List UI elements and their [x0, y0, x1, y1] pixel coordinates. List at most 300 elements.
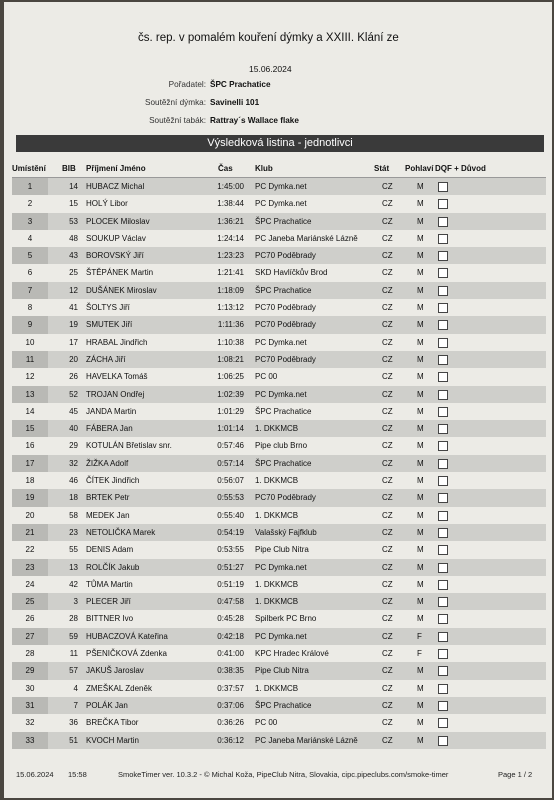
name-cell: JANDA Martin [86, 406, 137, 416]
name-cell: PLECER Jiří [86, 597, 131, 607]
sex-cell: M [417, 476, 424, 486]
sex-cell: M [417, 493, 424, 503]
footer-date: 15.06.2024 [16, 770, 54, 779]
state-cell: CZ [382, 233, 393, 243]
rank-cell: 9 [12, 316, 48, 333]
rank-cell: 14 [25, 406, 35, 416]
table-row [12, 593, 546, 610]
document-title: čs. rep. v pomalém kouření dýmky a XXIII. Klání ze [138, 32, 399, 44]
time-cell: 0:37:57 [217, 683, 244, 693]
club-cell: PC70 Poděbrady [255, 251, 316, 261]
bib-cell: 19 [69, 320, 78, 330]
rank-cell: 23 [12, 559, 48, 576]
rank-cell: 18 [25, 476, 35, 486]
bib-cell: 13 [69, 562, 78, 572]
sex-cell: M [417, 441, 424, 451]
bib-cell: 58 [69, 510, 78, 520]
state-cell: CZ [382, 458, 393, 468]
name-cell: KOTULÁN Břetislav snr. [86, 441, 172, 451]
bib-cell: 45 [69, 406, 78, 416]
time-cell: 1:01:14 [217, 424, 244, 434]
state-cell: CZ [382, 199, 393, 209]
bib-cell: 15 [69, 199, 78, 209]
state-cell: CZ [382, 631, 393, 641]
time-cell: 0:57:46 [217, 441, 244, 451]
table-row [12, 247, 546, 264]
state-cell: CZ [382, 182, 393, 191]
dqf-checkbox[interactable] [438, 493, 448, 503]
dqf-checkbox[interactable] [438, 476, 448, 486]
table-row [12, 610, 546, 627]
sex-cell: M [417, 579, 424, 589]
col-club-header: Klub [255, 164, 273, 173]
time-cell: 1:13:12 [217, 303, 244, 313]
table-row [12, 334, 546, 351]
bib-cell: 18 [69, 493, 78, 503]
time-cell: 0:51:19 [217, 579, 244, 589]
col-dqf-header: DQF + Důvod [435, 164, 486, 173]
time-cell: 1:02:39 [217, 389, 244, 399]
name-cell: ZMEŠKAL Zdeněk [86, 683, 152, 693]
rank-cell: 28 [25, 649, 35, 659]
table-row [12, 403, 546, 420]
table-row [12, 541, 546, 558]
bib-cell: 28 [69, 614, 78, 624]
dqf-checkbox[interactable] [438, 286, 448, 296]
name-cell: MEDEK Jan [86, 510, 130, 520]
state-cell: CZ [382, 666, 393, 676]
club-cell: ŠPC Prachatice [255, 216, 312, 226]
pipe-value: Savinelli 101 [210, 98, 260, 107]
club-cell: 1. DKKMCB [255, 476, 299, 486]
state-cell: CZ [382, 389, 393, 399]
sex-cell: M [417, 354, 424, 364]
dqf-checkbox[interactable] [438, 441, 448, 451]
sex-cell: M [417, 182, 424, 191]
footer-time: 15:58 [68, 770, 87, 779]
bib-cell: 7 [73, 700, 78, 710]
dqf-checkbox[interactable] [438, 217, 448, 227]
dqf-checkbox[interactable] [438, 563, 448, 573]
sex-cell: M [417, 337, 424, 347]
dqf-checkbox[interactable] [438, 649, 448, 659]
name-cell: HRABAL Jindřich [86, 337, 148, 347]
rank-cell: 8 [27, 303, 33, 313]
state-cell: CZ [382, 320, 393, 330]
club-cell: KPC Hradec Králové [255, 649, 329, 659]
rank-cell: 20 [25, 510, 35, 520]
name-cell: HUBACZ Michal [86, 182, 145, 191]
state-cell: CZ [382, 268, 393, 278]
club-cell: PC Dymka.net [255, 631, 307, 641]
time-cell: 1:38:44 [217, 199, 244, 209]
tobacco-label: Soutěžní tabák: [149, 116, 206, 125]
sex-cell: M [417, 389, 424, 399]
sex-cell: M [417, 406, 424, 416]
state-cell: CZ [382, 683, 393, 693]
time-cell: 1:01:29 [217, 406, 244, 416]
bib-cell: 57 [69, 666, 78, 676]
bib-cell: 4 [73, 683, 78, 693]
dqf-checkbox[interactable] [438, 718, 448, 728]
rank-cell: 15 [12, 420, 48, 437]
table-row [12, 489, 546, 506]
results-document [4, 2, 552, 798]
rank-cell: 3 [12, 213, 48, 230]
time-cell: 1:08:21 [217, 354, 244, 364]
sex-cell: F [417, 649, 422, 659]
table-row [12, 524, 546, 541]
name-cell: SMUTEK Jiří [86, 320, 133, 330]
table-row [12, 507, 546, 524]
time-cell: 1:11:36 [217, 320, 244, 330]
name-cell: POLÁK Jan [86, 700, 128, 710]
name-cell: DENIS Adam [86, 545, 134, 555]
state-cell: CZ [382, 700, 393, 710]
table-row [12, 351, 546, 368]
bib-cell: 42 [69, 579, 78, 589]
table-row [12, 195, 546, 212]
rank-cell: 10 [25, 337, 35, 347]
table-row [12, 680, 546, 697]
club-cell: PC Dymka.net [255, 389, 307, 399]
time-cell: 0:42:18 [217, 631, 244, 641]
state-cell: CZ [382, 735, 393, 745]
sex-cell: M [417, 510, 424, 520]
club-cell: PC70 Poděbrady [255, 493, 316, 503]
time-cell: 1:45:00 [217, 182, 244, 191]
time-cell: 0:56:07 [217, 476, 244, 486]
bib-cell: 48 [69, 233, 78, 243]
rank-cell: 33 [12, 732, 48, 749]
state-cell: CZ [382, 562, 393, 572]
table-row [12, 264, 546, 281]
time-cell: 0:57:14 [217, 458, 244, 468]
sex-cell: M [417, 285, 424, 295]
bib-cell: 53 [69, 216, 78, 226]
col-name-header: Příjmení Jméno [86, 164, 146, 173]
results-banner: Výsledková listina - jednotlivci [16, 135, 544, 152]
sex-cell: M [417, 666, 424, 676]
table-row [12, 645, 546, 662]
rank-cell: 16 [25, 441, 35, 451]
bib-cell: 25 [69, 268, 78, 278]
sex-cell: M [417, 216, 424, 226]
dqf-checkbox[interactable] [438, 597, 448, 607]
rank-cell: 31 [12, 697, 48, 714]
state-cell: CZ [382, 251, 393, 261]
dqf-checkbox[interactable] [438, 545, 448, 555]
club-cell: PC 00 [255, 372, 278, 382]
dqf-checkbox[interactable] [438, 407, 448, 417]
bib-cell: 12 [69, 285, 78, 295]
time-cell: 0:47:58 [217, 597, 244, 607]
club-cell: 1. DKKMCB [255, 597, 299, 607]
dqf-checkbox[interactable] [438, 684, 448, 694]
bib-cell: 20 [69, 354, 78, 364]
name-cell: PŠENIČKOVÁ Zdenka [86, 649, 167, 659]
dqf-checkbox[interactable] [438, 528, 448, 538]
bib-cell: 40 [69, 424, 78, 434]
rank-cell: 11 [12, 351, 48, 368]
name-cell: HOLÝ Libor [86, 199, 128, 209]
rank-cell: 29 [12, 662, 48, 679]
club-cell: Pipe Club Nitra [255, 666, 309, 676]
table-row [12, 437, 546, 454]
name-cell: BREČKA Tibor [86, 718, 139, 728]
footer-software: SmokeTimer ver. 10.3.2 - © Michal Koža, PipeClub Nitra, Slovakia, cipc.pipeclubs.com/smoke-timer [118, 770, 449, 779]
dqf-checkbox[interactable] [438, 614, 448, 624]
rank-cell: 1 [12, 178, 48, 195]
bib-cell: 36 [69, 718, 78, 728]
name-cell: SOUKUP Václav [86, 233, 146, 243]
dqf-checkbox[interactable] [438, 736, 448, 746]
dqf-checkbox[interactable] [438, 701, 448, 711]
bib-cell: 17 [69, 337, 78, 347]
name-cell: TŮMA Martin [86, 579, 133, 589]
time-cell: 0:55:53 [217, 493, 244, 503]
club-cell: ŠPC Prachatice [255, 700, 312, 710]
sex-cell: M [417, 372, 424, 382]
name-cell: JAKUŠ Jaroslav [86, 666, 144, 676]
table-row [12, 230, 546, 247]
sex-cell: M [417, 233, 424, 243]
sex-cell: M [417, 597, 424, 607]
club-cell: PC70 Poděbrady [255, 320, 316, 330]
state-cell: CZ [382, 476, 393, 486]
sex-cell: M [417, 545, 424, 555]
dqf-checkbox[interactable] [438, 459, 448, 469]
state-cell: CZ [382, 718, 393, 728]
rank-cell: 7 [12, 282, 48, 299]
state-cell: CZ [382, 527, 393, 537]
dqf-checkbox[interactable] [438, 234, 448, 244]
name-cell: BRTEK Petr [86, 493, 130, 503]
name-cell: ŠOLTYS Jiří [86, 303, 130, 313]
dqf-checkbox[interactable] [438, 355, 448, 365]
time-cell: 0:55:40 [217, 510, 244, 520]
sex-cell: M [417, 458, 424, 468]
table-row [12, 576, 546, 593]
name-cell: FÁBERA Jan [86, 424, 133, 434]
dqf-checkbox[interactable] [438, 303, 448, 313]
table-row [12, 559, 546, 576]
dqf-checkbox[interactable] [438, 632, 448, 642]
time-cell: 1:18:09 [217, 285, 244, 295]
time-cell: 0:38:35 [217, 666, 244, 676]
name-cell: ČÍTEK Jindřich [86, 476, 140, 486]
rank-cell: 26 [25, 614, 35, 624]
club-cell: SKD Havlíčkův Brod [255, 268, 328, 278]
table-row [12, 714, 546, 731]
dqf-checkbox[interactable] [438, 338, 448, 348]
dqf-checkbox[interactable] [438, 372, 448, 382]
state-cell: CZ [382, 216, 393, 226]
time-cell: 1:23:23 [217, 251, 244, 261]
name-cell: PLOCEK Miloslav [86, 216, 150, 226]
sex-cell: M [417, 424, 424, 434]
table-row [12, 420, 546, 437]
club-cell: PC Janeba Mariánské Lázně [255, 233, 358, 243]
pipe-label: Soutěžní dýmka: [145, 98, 206, 107]
club-cell: Valašský Fajfklub [255, 527, 317, 537]
sex-cell: M [417, 251, 424, 261]
dqf-checkbox[interactable] [438, 320, 448, 330]
name-cell: BITTNER Ivo [86, 614, 134, 624]
bib-cell: 14 [69, 182, 78, 191]
time-cell: 0:36:12 [217, 735, 244, 745]
bib-cell: 52 [69, 389, 78, 399]
club-cell: 1. DKKMCB [255, 510, 299, 520]
sex-cell: M [417, 268, 424, 278]
state-cell: CZ [382, 406, 393, 416]
time-cell: 0:45:28 [217, 614, 244, 624]
rank-cell: 25 [12, 593, 48, 610]
time-cell: 1:24:14 [217, 233, 244, 243]
table-row [12, 213, 546, 230]
rank-cell: 22 [25, 545, 35, 555]
state-cell: CZ [382, 354, 393, 364]
name-cell: DUŠÁNEK Miroslav [86, 285, 157, 295]
sex-cell: M [417, 303, 424, 313]
organizer-label: Pořadatel: [168, 80, 206, 89]
bib-cell: 32 [69, 458, 78, 468]
dqf-checkbox[interactable] [438, 182, 448, 192]
club-cell: PC Dymka.net [255, 199, 307, 209]
club-cell: PC70 Poděbrady [255, 354, 316, 364]
sex-cell: F [417, 631, 422, 641]
state-cell: CZ [382, 285, 393, 295]
time-cell: 1:21:41 [217, 268, 244, 278]
state-cell: CZ [382, 493, 393, 503]
bib-cell: 55 [69, 545, 78, 555]
rank-cell: 32 [25, 718, 35, 728]
club-cell: PC Janeba Mariánské Lázně [255, 735, 358, 745]
footer-page: Page 1 / 2 [498, 770, 533, 779]
col-state-header: Stát [374, 164, 390, 173]
table-row [12, 628, 546, 645]
name-cell: TROJAN Ondřej [86, 389, 145, 399]
name-cell: KVOCH Martin [86, 735, 139, 745]
rank-cell: 13 [12, 386, 48, 403]
table-row [12, 697, 546, 714]
dqf-checkbox[interactable] [438, 268, 448, 278]
club-cell: ŠPC Prachatice [255, 458, 312, 468]
club-cell: PC Dymka.net [255, 562, 307, 572]
dqf-checkbox[interactable] [438, 580, 448, 590]
bib-cell: 3 [73, 597, 78, 607]
table-row [12, 455, 546, 472]
club-cell: PC70 Poděbrady [255, 303, 316, 313]
state-cell: CZ [382, 614, 393, 624]
dqf-checkbox[interactable] [438, 390, 448, 400]
name-cell: ŠTĚPÁNEK Martin [86, 268, 154, 278]
table-row [12, 316, 546, 333]
table-row [12, 178, 546, 195]
sex-cell: M [417, 700, 424, 710]
state-cell: CZ [382, 424, 393, 434]
rank-cell: 19 [12, 489, 48, 506]
results-table-body [12, 178, 546, 749]
state-cell: CZ [382, 510, 393, 520]
event-date: 15.06.2024 [249, 64, 292, 74]
state-cell: CZ [382, 372, 393, 382]
dqf-checkbox[interactable] [438, 511, 448, 521]
rank-cell: 24 [25, 579, 35, 589]
col-time-header: Čas [218, 164, 233, 173]
bib-cell: 43 [69, 251, 78, 261]
organizer-value: ŠPC Prachatice [210, 80, 271, 89]
time-cell: 0:37:06 [217, 700, 244, 710]
sex-cell: M [417, 735, 424, 745]
club-cell: PC 00 [255, 718, 278, 728]
rank-cell: 4 [27, 233, 33, 243]
state-cell: CZ [382, 303, 393, 313]
state-cell: CZ [382, 441, 393, 451]
time-cell: 1:10:38 [217, 337, 244, 347]
col-bib-header: BIB [62, 164, 76, 173]
club-cell: ŠPC Prachatice [255, 406, 312, 416]
bib-cell: 59 [69, 631, 78, 641]
rank-cell: 2 [27, 199, 33, 209]
state-cell: CZ [382, 545, 393, 555]
table-row [12, 662, 546, 679]
state-cell: CZ [382, 649, 393, 659]
dqf-checkbox[interactable] [438, 199, 448, 209]
sex-cell: M [417, 199, 424, 209]
club-cell: Pipe Club Nitra [255, 545, 309, 555]
state-cell: CZ [382, 597, 393, 607]
time-cell: 1:06:25 [217, 372, 244, 382]
rank-cell: 6 [27, 268, 33, 278]
state-cell: CZ [382, 579, 393, 589]
table-row [12, 299, 546, 316]
name-cell: HUBACZOVÁ Kateřina [86, 631, 168, 641]
col-rank-header: Umístění [12, 164, 46, 173]
sex-cell: M [417, 320, 424, 330]
bib-cell: 26 [69, 372, 78, 382]
sex-cell: M [417, 562, 424, 572]
sex-cell: M [417, 718, 424, 728]
name-cell: ZÁCHA Jiří [86, 354, 126, 364]
table-header [12, 163, 546, 178]
club-cell: ŠPC Prachatice [255, 285, 312, 295]
dqf-checkbox[interactable] [438, 424, 448, 434]
table-row [12, 732, 546, 749]
rank-cell: 30 [25, 683, 35, 693]
time-cell: 0:41:00 [217, 649, 244, 659]
time-cell: 0:53:55 [217, 545, 244, 555]
name-cell: NETOLIČKA Marek [86, 527, 156, 537]
table-row [12, 282, 546, 299]
club-cell: PC Dymka.net [255, 182, 307, 191]
name-cell: ROLČÍK Jakub [86, 562, 140, 572]
tobacco-value: Rattray´s Wallace flake [210, 116, 299, 125]
time-cell: 0:51:27 [217, 562, 244, 572]
rank-cell: 27 [12, 628, 48, 645]
col-sex-header: Pohlaví [405, 164, 434, 173]
time-cell: 0:36:26 [217, 718, 244, 728]
rank-cell: 5 [12, 247, 48, 264]
dqf-checkbox[interactable] [438, 251, 448, 261]
bib-cell: 51 [69, 735, 78, 745]
name-cell: BOROVSKÝ Jiří [86, 251, 144, 261]
bib-cell: 11 [69, 649, 78, 659]
dqf-checkbox[interactable] [438, 666, 448, 676]
time-cell: 1:36:21 [217, 216, 244, 226]
sex-cell: M [417, 614, 424, 624]
bib-cell: 29 [69, 441, 78, 451]
